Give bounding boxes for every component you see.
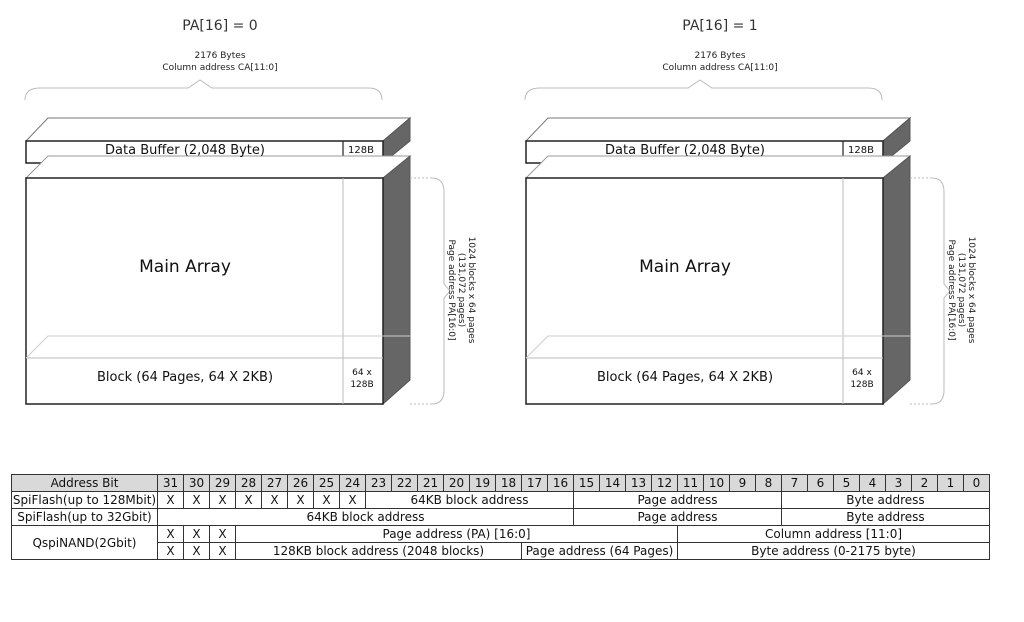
table-cell: Page address <box>574 509 782 526</box>
buffer-spare-label: 128B <box>848 145 874 156</box>
row-label-cell: QspiNAND(2Gbit) <box>12 526 158 560</box>
table-cell: 64KB block address <box>158 509 574 526</box>
side-line-1: 1024 blocks x 64 pages <box>966 236 976 344</box>
block-spare-line-2: 128B <box>350 380 374 390</box>
table-row <box>12 492 990 509</box>
table-cell: X <box>210 543 236 560</box>
column-address-label: Column address CA[11:0] <box>162 63 278 73</box>
bit-header-cell: 20 <box>444 475 470 492</box>
table-cell: 128KB block address (2048 blocks) <box>236 543 522 560</box>
bit-header-cell: 2 <box>912 475 938 492</box>
table-cell: X <box>210 492 236 509</box>
table-cell: Page address (64 Pages) <box>522 543 678 560</box>
pa-title: PA[16] = 1 <box>682 18 758 34</box>
bit-header-cell: 31 <box>158 475 184 492</box>
table-cell: X <box>340 492 366 509</box>
side-line-3: Page address PA[16:0] <box>446 239 456 341</box>
header-label-cell: Address Bit <box>12 475 158 492</box>
buffer-spare-label: 128B <box>348 145 374 156</box>
block-spare-line-1: 64 x <box>352 368 372 378</box>
bit-header-cell: 9 <box>730 475 756 492</box>
block-spare-line-2: 128B <box>850 380 874 390</box>
bit-header-cell: 11 <box>678 475 704 492</box>
bit-header-cell: 5 <box>834 475 860 492</box>
table-cell: Byte address <box>782 509 990 526</box>
table-cell: X <box>288 492 314 509</box>
buffer-top-face <box>26 118 410 141</box>
block-label: Block (64 Pages, 64 X 2KB) <box>96 370 274 385</box>
bit-header-cell: 17 <box>522 475 548 492</box>
bit-header-cell: 0 <box>964 475 990 492</box>
table-cell: Byte address (0-2175 byte) <box>678 543 990 560</box>
pa-title: PA[16] = 0 <box>182 18 258 34</box>
bit-header-cell: 23 <box>366 475 392 492</box>
table-cell: Page address (PA) [16:0] <box>236 526 678 543</box>
page-address-annotation <box>946 190 976 390</box>
bit-header-cell: 21 <box>418 475 444 492</box>
bit-header-cell: 28 <box>236 475 262 492</box>
table-cell: X <box>236 492 262 509</box>
width-brace <box>525 80 882 100</box>
side-line-1: 1024 blocks x 64 pages <box>466 236 476 344</box>
bit-header-cell: 22 <box>392 475 418 492</box>
bit-header-cell: 25 <box>314 475 340 492</box>
block-spare-line-1: 64 x <box>852 368 872 378</box>
bytes-label: 2176 Bytes <box>194 51 246 61</box>
bit-header-cell: 26 <box>288 475 314 492</box>
table-cell: X <box>262 492 288 509</box>
block-label: Block (64 Pages, 64 X 2KB) <box>596 370 774 385</box>
page-address-annotation <box>446 190 476 390</box>
side-line-2: (131,072 pages) <box>456 252 466 328</box>
bytes-label: 2176 Bytes <box>694 51 746 61</box>
bit-header-cell: 24 <box>340 475 366 492</box>
table-cell: Byte address <box>782 492 990 509</box>
table-cell: X <box>314 492 340 509</box>
buffer-top-face <box>526 118 910 141</box>
bit-header-cell: 30 <box>184 475 210 492</box>
table-cell: X <box>210 526 236 543</box>
bit-header-cell: 8 <box>756 475 782 492</box>
array-side-face <box>383 156 410 404</box>
side-line-3: Page address PA[16:0] <box>946 239 956 341</box>
bit-header-cell: 10 <box>704 475 730 492</box>
bit-header-cell: 14 <box>600 475 626 492</box>
bit-header-cell: 15 <box>574 475 600 492</box>
bit-header-cell: 4 <box>860 475 886 492</box>
column-address-label: Column address CA[11:0] <box>662 63 778 73</box>
bit-header-cell: 19 <box>470 475 496 492</box>
bit-header-cell: 6 <box>808 475 834 492</box>
data-buffer-label: Data Buffer (2,048 Byte) <box>605 143 765 158</box>
row-label-cell: SpiFlash(up to 32Gbit) <box>12 509 158 526</box>
memory-diagram-pa16-0 <box>0 0 500 420</box>
row-label-cell: SpiFlash(up to 128Mbit) <box>12 493 157 507</box>
bit-header-cell: 13 <box>626 475 652 492</box>
memory-diagram-pa16-1 <box>500 0 1000 420</box>
table-cell: X <box>158 526 184 543</box>
width-brace <box>25 80 382 100</box>
bit-header-cell: 18 <box>496 475 522 492</box>
bit-header-cell: 27 <box>262 475 288 492</box>
bit-header-cell: 29 <box>210 475 236 492</box>
table-cell: X <box>158 492 184 509</box>
array-side-face <box>883 156 910 404</box>
main-array-label: Main Array <box>139 257 231 277</box>
main-array-label: Main Array <box>639 257 731 277</box>
table-header-row <box>12 475 990 492</box>
table-cell: 64KB block address <box>366 492 574 509</box>
table-cell: Page address <box>574 492 782 509</box>
side-line-2: (131,072 pages) <box>956 252 966 328</box>
table-row <box>12 543 990 560</box>
bit-header-cell: 3 <box>886 475 912 492</box>
bit-header-cell: 16 <box>548 475 574 492</box>
bit-header-cell: 12 <box>652 475 678 492</box>
data-buffer-label: Data Buffer (2,048 Byte) <box>105 143 265 158</box>
table-cell: X <box>184 526 210 543</box>
bit-header-cell: 7 <box>782 475 808 492</box>
bit-header-cell: 1 <box>938 475 964 492</box>
table-cell: X <box>158 543 184 560</box>
table-cell: X <box>184 492 210 509</box>
table-row <box>12 509 990 526</box>
table-cell: X <box>184 543 210 560</box>
table-cell: Column address [11:0] <box>678 526 990 543</box>
table-row <box>12 526 990 543</box>
address-bit-table <box>11 474 990 560</box>
